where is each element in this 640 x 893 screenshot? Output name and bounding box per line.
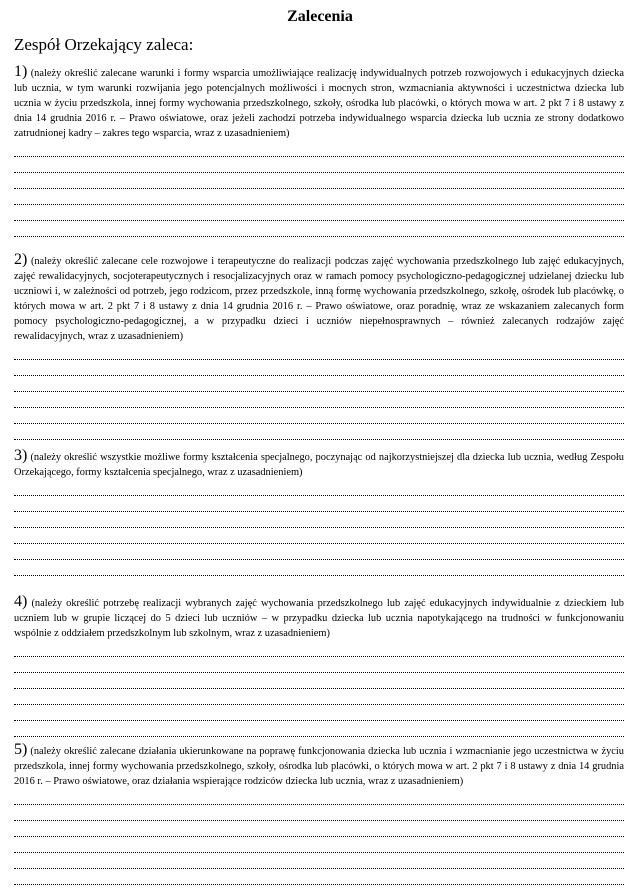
section-text: (należy określić potrzebę realizacji wybranych zajęć wychowania przedszkolnego lub zajęć edukacyjnych indywidualnie z dzieckiem lub uczniem lub w grupie liczącej do 5 dzieci lub uczniów – w przypadku dziecka lub ucznia napotykającego na trudności w funkcjonowaniu wspólnie z oddziałem przedszkolnym lub szkolnym, wraz z uzasadnieniem) xyxy=(14,598,624,639)
section-number: 5) xyxy=(14,741,28,758)
section-number: 4) xyxy=(14,593,28,610)
section-description xyxy=(14,594,624,641)
page-title: Zalecenia xyxy=(287,8,353,25)
answer-lines[interactable] xyxy=(14,480,624,576)
dotted-answer-line[interactable] xyxy=(14,221,624,237)
dotted-answer-line[interactable] xyxy=(14,789,624,805)
dotted-answer-line[interactable] xyxy=(14,869,624,885)
dotted-answer-line[interactable] xyxy=(14,173,624,189)
answer-lines[interactable] xyxy=(14,789,624,885)
dotted-answer-line[interactable] xyxy=(14,360,624,376)
dotted-answer-line[interactable] xyxy=(14,805,624,821)
dotted-answer-line[interactable] xyxy=(14,544,624,560)
section-text: (należy określić zalecane cele rozwojowe i terapeutyczne do realizacji podczas zajęć wychowania przedszkolnego lub zajęć edukacyjnych, zajęć rewalidacyjnych, socjoterapeutycznych i resocjalizacyjnych oraz w ramach pomocy psychologiczno-pedagogicznej udzielanej dziecku lub uczniowi i, w zależności od potrzeb, jego rodzicom, przez przedszkole, inną formę wychowania przedszkolnego, szkołę, ośrodek lub placówkę, o których mowa w art. 2 pkt 7 i 8 ustawy z dnia 14 grudnia 2016 r. – Prawo oświatowe, oraz poradnię, wraz ze wskazaniem zalecanych form pomocy psychologiczno-pedagogicznej, a w przypadku dzieci i uczniów niepełnosprawnych – również zalecanych rodzajów zajęć rewalidacyjnych, wraz z uzasadnieniem) xyxy=(14,256,624,342)
dotted-answer-line[interactable] xyxy=(14,205,624,221)
section-text: (należy określić zalecane działania ukierunkowane na poprawę funkcjonowania dziecka lub ucznia i wzmacnianie jego uczestnictwa w życiu przedszkola, innej formy wychowania przedszkolnego, szkoły, ośrodka lub placówki, o których mowa w art. 2 pkt 7 i 8 ustawy z dnia 14 grudnia 2016 r. – Prawo oświatowe, oraz działania wspierające rodziców dziecka lub ucznia, wraz z uzasadnieniem) xyxy=(14,746,624,787)
dotted-answer-line[interactable] xyxy=(14,392,624,408)
section-description xyxy=(14,742,624,789)
dotted-answer-line[interactable] xyxy=(14,376,624,392)
answer-lines[interactable] xyxy=(14,141,624,237)
recommendation-section-1 xyxy=(14,64,624,237)
dotted-answer-line[interactable] xyxy=(14,344,624,360)
dotted-answer-line[interactable] xyxy=(14,496,624,512)
section-description xyxy=(14,252,624,344)
dotted-answer-line[interactable] xyxy=(14,721,624,737)
recommendation-section-2 xyxy=(14,252,624,440)
dotted-answer-line[interactable] xyxy=(14,560,624,576)
dotted-answer-line[interactable] xyxy=(14,189,624,205)
recommendation-section-5 xyxy=(14,742,624,885)
dotted-answer-line[interactable] xyxy=(14,480,624,496)
dotted-answer-line[interactable] xyxy=(14,528,624,544)
dotted-answer-line[interactable] xyxy=(14,673,624,689)
section-text: (należy określić wszystkie możliwe formy kształcenia specjalnego, poczynając od najkorzystniejszej dla dziecka lub ucznia, według Zespołu Orzekającego, formy kształcenia specjalnego, wraz z uzasadnieniem) xyxy=(14,452,624,478)
section-number: 2) xyxy=(14,251,28,268)
dotted-answer-line[interactable] xyxy=(14,689,624,705)
dotted-answer-line[interactable] xyxy=(14,141,624,157)
dotted-answer-line[interactable] xyxy=(14,705,624,721)
section-text: (należy określić zalecane warunki i formy wsparcia umożliwiające realizację indywidualnych potrzeb rozwojowych i edukacyjnych dziecka lub ucznia, w tym warunki rozwijania jego potencjalnych możliwości i mocnych stron, wzmacniania aktywności i uczestnictwa dziecka lub ucznia w życiu przedszkola, innej formy wychowania przedszkolnego, szkoły, ośrodka lub placówki, o których mowa w art. 2 pkt 7 i 8 ustawy z dnia 14 grudnia 2016 r. – Prawo oświatowe, oraz jeżeli zachodzi potrzeba indywidualnego wsparcia dziecka lub ucznia ze strony dodatkowo zatrudnionej kadry – zakres tego wsparcia, wraz z uzasadnieniem) xyxy=(14,68,624,139)
answer-lines[interactable] xyxy=(14,344,624,440)
page-subtitle: Zespół Orzekający zaleca: xyxy=(14,35,194,54)
section-number: 3) xyxy=(14,447,28,464)
dotted-answer-line[interactable] xyxy=(14,408,624,424)
recommendation-section-3 xyxy=(14,448,624,576)
answer-lines[interactable] xyxy=(14,641,624,737)
dotted-answer-line[interactable] xyxy=(14,657,624,673)
dotted-answer-line[interactable] xyxy=(14,837,624,853)
recommendation-section-4 xyxy=(14,594,624,737)
section-description xyxy=(14,448,624,480)
dotted-answer-line[interactable] xyxy=(14,821,624,837)
dotted-answer-line[interactable] xyxy=(14,512,624,528)
dotted-answer-line[interactable] xyxy=(14,424,624,440)
section-number: 1) xyxy=(14,63,28,80)
dotted-answer-line[interactable] xyxy=(14,641,624,657)
dotted-answer-line[interactable] xyxy=(14,157,624,173)
dotted-answer-line[interactable] xyxy=(14,853,624,869)
section-description xyxy=(14,64,624,141)
